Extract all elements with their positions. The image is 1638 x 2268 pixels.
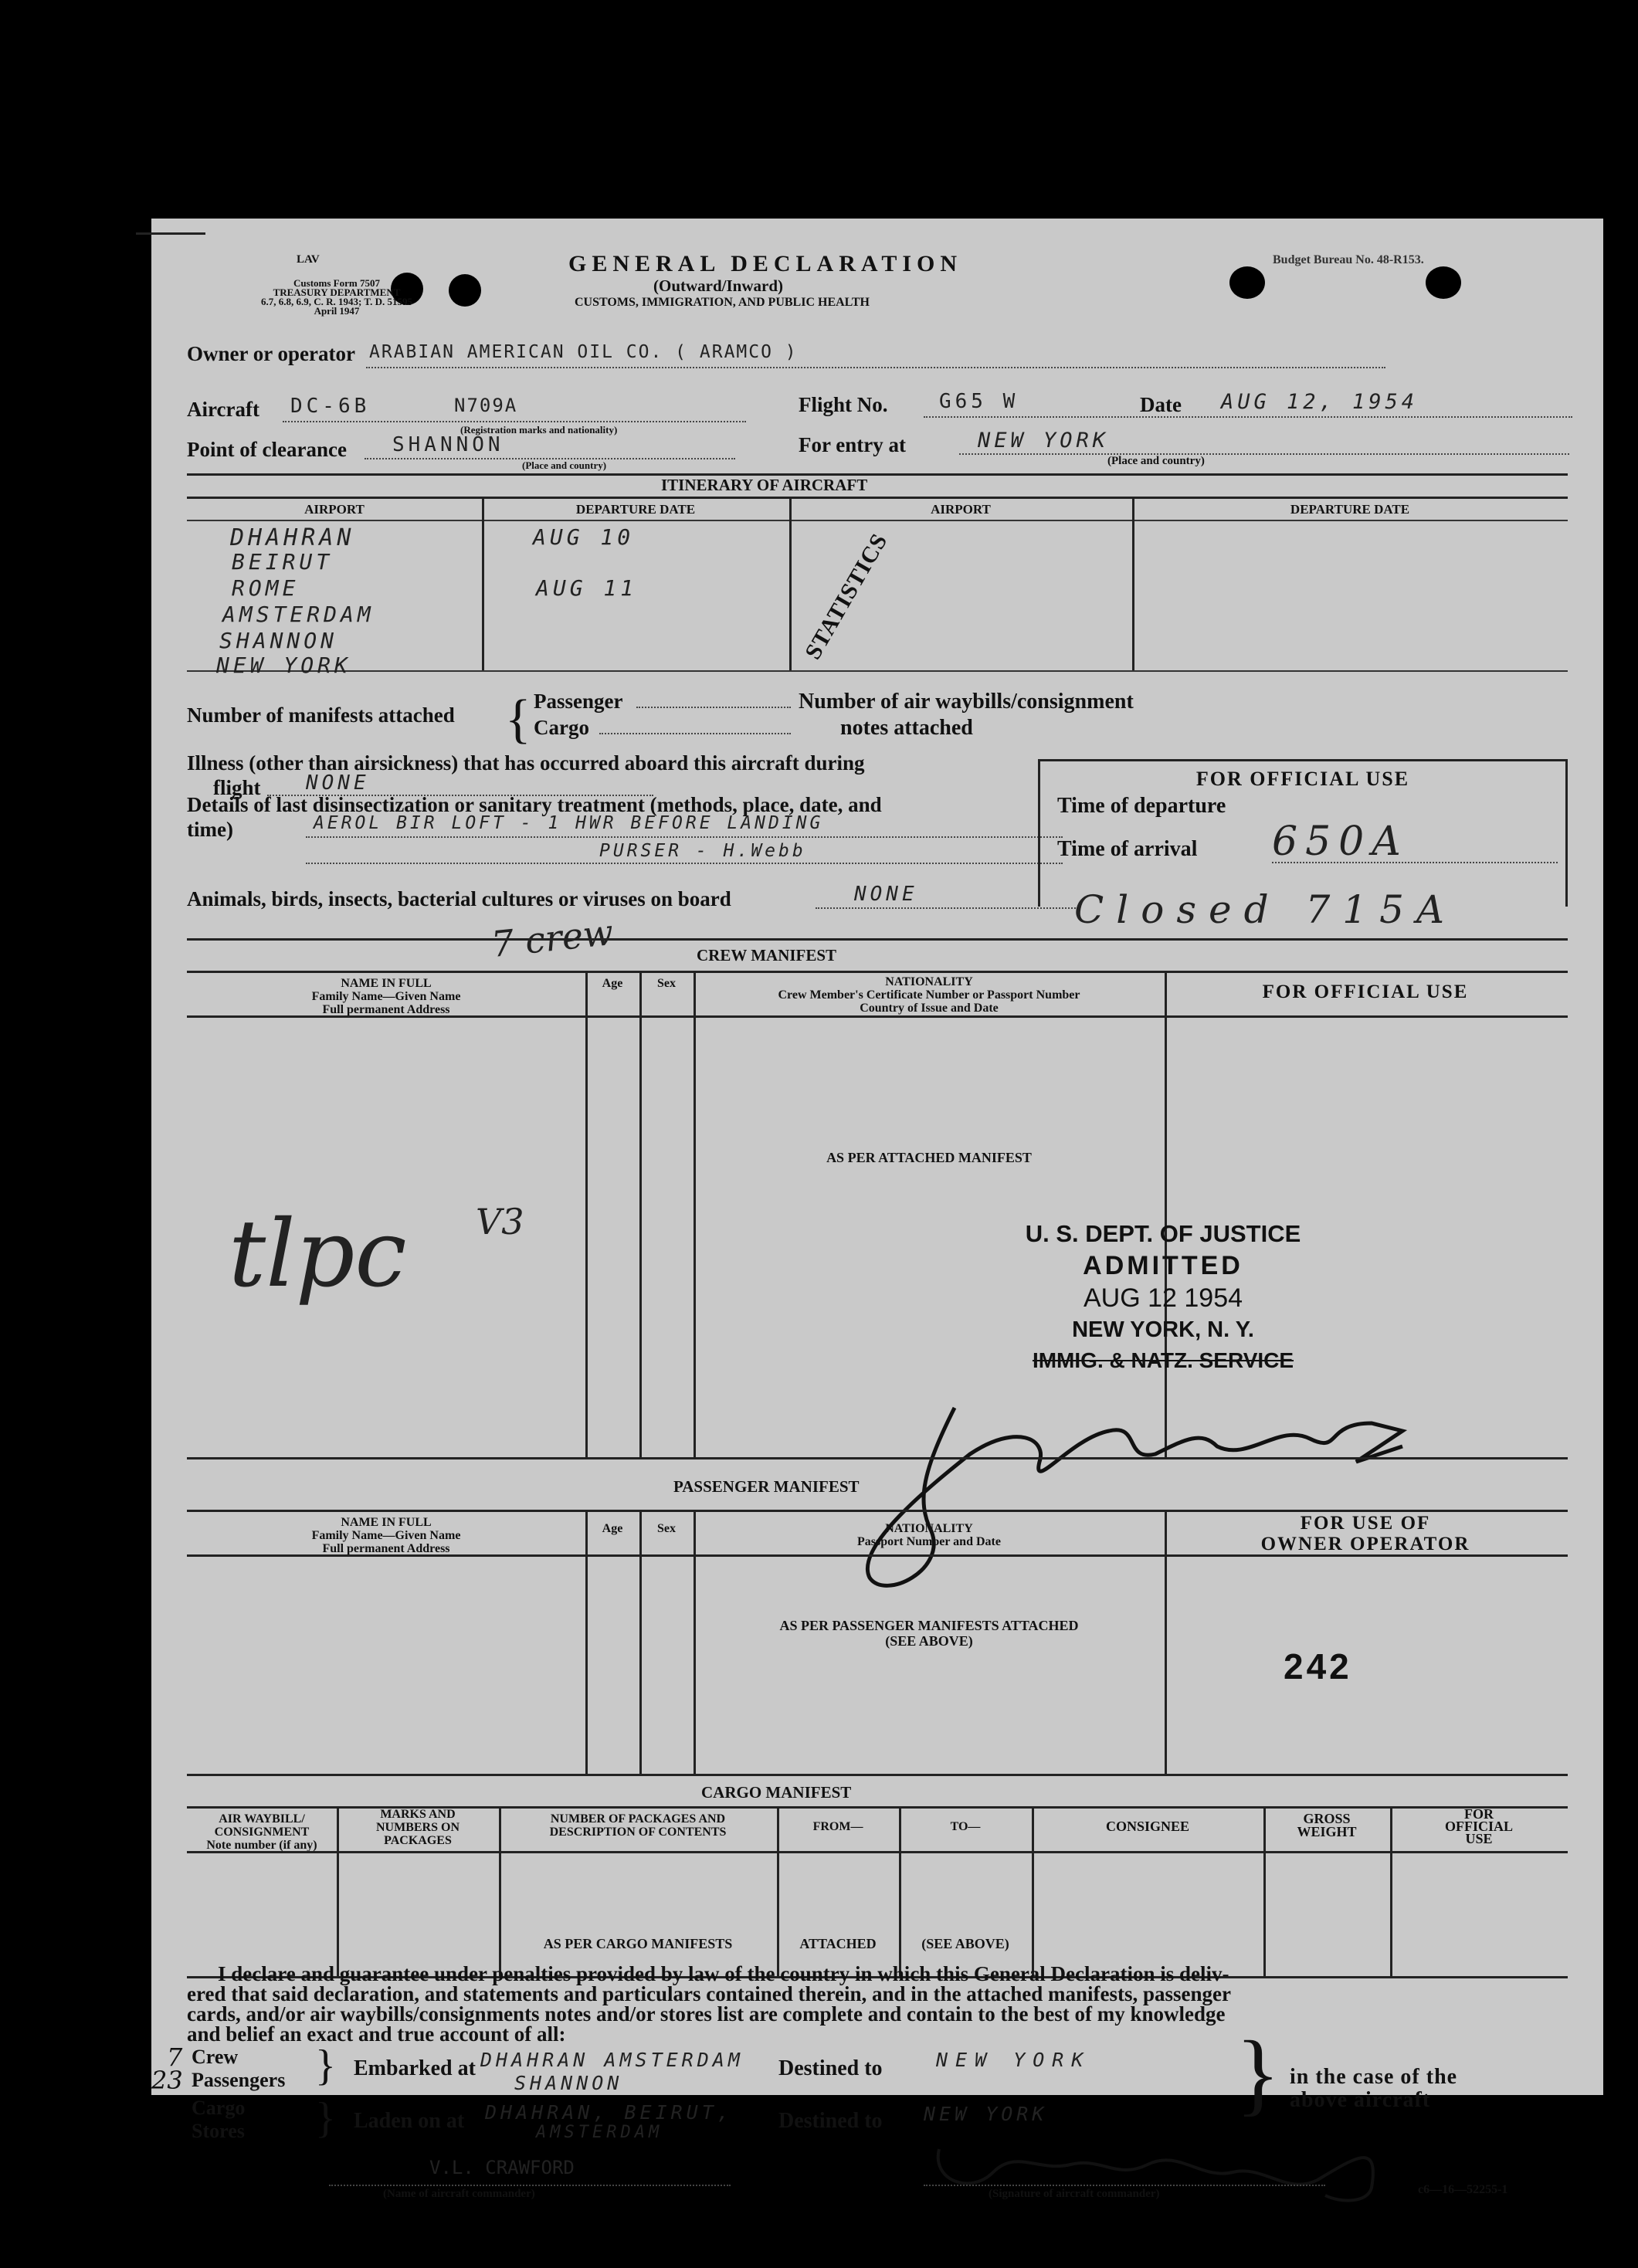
manifests-waybills: Number of air waybills/consignment — [799, 690, 1134, 714]
crew-header-official: FOR OFFICIAL USE — [1262, 981, 1469, 1002]
time-arrival-label: Time of arrival — [1057, 837, 1198, 861]
crew-initials: tlpc — [229, 1201, 407, 1308]
crew-header-sex: Sex — [657, 977, 676, 990]
destined-label: Destined to — [778, 2056, 883, 2080]
owner-label: Owner or operator — [187, 342, 355, 365]
stores-label: Stores — [192, 2120, 245, 2142]
passenger-manifest-title: PASSENGER MANIFEST — [673, 1477, 860, 1496]
passenger-count: 242 — [1284, 1646, 1352, 1687]
cargo-header-waybill: AIR WAYBILL/ CONSIGNMENT Note number (if any) — [206, 1812, 317, 1852]
entry-label: For entry at — [799, 433, 906, 456]
crew-initials-2: V3 — [476, 1201, 524, 1242]
crew-count: 7 — [167, 2043, 183, 2072]
itin-airport-1: DHAHRAN — [230, 524, 355, 551]
code-lav: LAV — [297, 253, 320, 266]
laden-value-2: AMSTERDAM — [536, 2123, 663, 2142]
embarked-label: Embarked at — [354, 2056, 476, 2080]
manifests-label: Number of manifests attached — [187, 703, 455, 727]
itin-header-date-2: DEPARTURE DATE — [1290, 502, 1410, 517]
disinsect-label: Details of last disinsectization or sanitary treatment (methods, place, date, and — [187, 793, 882, 816]
declaration-page: LAV Customs Form 7507 TREASURY DEPARTMENT 6.7, 6.8, 6.9, C. R. 1943; T. D. 51595 April 1947 GENERAL DECLARATION (Outward/Inward) CUSTOMS, IMMIGRATION, AND PUBLIC HEALTH Budget Bureau No. 48-R153. Owner or operator ARABIAN AMERICAN OIL CO. ( ARAMCO ) Aircraft DC-6B N709A (Registration marks and nationality) Flight No. G65 W Date AUG 12, 1954 Point of clearance SHANNON (Place and country) For entry at NEW YORK (Place and country) ITINERARY OF AIRCRAFT AIRPORT DEPARTURE DATE AIRPORT DEPARTURE DATE DHAHRAN AUG 10 BEIRUT ROME AUG 11 AMSTERDAM SHANNON NEW YORK STATISTICS Number of manifests attached { Passenger Cargo Number of air waybills/consignment notes attached Illness (other than airsickness) that has occurred aboard this aircraft during flight NONE Details of last disinsectization or sanitary treatment (methods, place, date, and time) AEROL BIR LOFT - 1 HWR BEFORE LANDING PURSER - H.Webb Animals, birds, insects, bacterial cultures or viruses on board NONE FOR OFFICIAL USE Time of departure Time of arrival 650A Closed 715A 7 crew CREW MANIFEST NAME IN FULL Family Name—Given Name Full permanent Address Age Sex NATIONALITY Crew Member's Certificate Number or Passport Number Country of Issue and Date FOR OFFICIAL USE AS PER ATTACHED MANIFEST tlpc V3 U. S. DEPT. OF JUSTICE ADMITTED AUG 12 1954 NEW YORK, N. Y. IMMIG. & NATZ. SERVICE PASSENGER MANIFEST NAME IN FULL Family Name—Given Name Full permanent Address Age Sex NATIONALITY Passport Number and Date FOR USE OF OWNER OPERATOR AS PER PASSENGER MANIFESTS ATTACHED (SEE ABOVE) 242 CARGO MANIFEST AIR WAYBILL/ CONSIGNMENT Note number (if any) MARKS AND NUMBERS ON PACKAGES NUMBER OF PACKAGES AND DESCRIPTION OF CONTENTS FROM— TO— CONSIGNEE GROSS WEIGHT FOR OFFICIAL USE AS PER CARGO MANIFESTS ATTACHED (SEE ABOVE) I declare and guarantee under penalties provided by law of the country in which this General Declaration is deliv- ered that said declaration, and statements and particulars contained therein, and in the attached manifests, passenger cards, and/or air waybills/consignments notes and/or stores list are complete and contain to the best of my knowledge and belief an exact and true account of all: 7 Crew 23 Passengers Cargo Stores } } Embarked at DHAHRAN AMSTERDAM SHANNON Destined to NEW YORK Laden on at DHAHRAN, BEIRUT, AMSTERDAM Destined to NEW YORK } in the case of the above aircraft V.L. CRAWFORD (Name of aircraft commander) (Signature of aircraft commander) c6—16—52255-1 — [151, 219, 1603, 2095]
time-arrival-value: 650A — [1272, 819, 1409, 865]
itin-date-1: AUG 10 — [533, 524, 635, 550]
manifests-passenger: Passenger — [534, 690, 623, 713]
crew-label: Crew — [192, 2046, 239, 2068]
animals-value: NONE — [854, 883, 918, 906]
form-code: c6—16—52255-1 — [1418, 2183, 1508, 2196]
declaration-text: I declare and guarantee under penalties provided by law of the country in which this General Declaration is deliv- ered that said declaration, and statements and particulars contained therein, and in the attached manifests, passenger cards, and/or air waybills/consignments notes and/or stores list are complete and contain to the best of my knowledge and belief an exact and true account of all: — [187, 1962, 1232, 2046]
itin-header-airport-2: AIRPORT — [931, 502, 991, 517]
cargo-header-official: FOR OFFICIAL USE — [1444, 1806, 1513, 1846]
aircraft-type: DC-6B — [290, 395, 371, 418]
flight-label: Flight No. — [799, 393, 888, 416]
itinerary-title: ITINERARY OF AIRCRAFT — [661, 476, 868, 494]
entry-value: NEW YORK — [978, 429, 1110, 453]
embarked-value-1: DHAHRAN AMSTERDAM — [480, 2049, 744, 2071]
inspector-signature — [816, 1377, 1433, 1609]
closed-time-value: Closed 715A — [1074, 887, 1457, 932]
destined-value-2: NEW YORK — [924, 2103, 1048, 2125]
in-case-text: in the case of the above aircraft — [1290, 2065, 1458, 2112]
destined-value: NEW YORK — [936, 2049, 1091, 2071]
crew-header-name: NAME IN FULL Family Name—Given Name Full permanent Address — [311, 977, 461, 1016]
passengers-label: Passengers — [192, 2069, 286, 2091]
passenger-header-sex: Sex — [657, 1522, 676, 1535]
itin-date-3: AUG 11 — [536, 575, 638, 601]
commander-caption: (Name of aircraft commander) — [383, 2188, 535, 2200]
form-subtitle-2: CUSTOMS, IMMIGRATION, AND PUBLIC HEALTH — [575, 296, 870, 309]
clearance-label: Point of clearance — [187, 438, 347, 461]
date-label: Date — [1140, 393, 1182, 416]
cargo-header-packages: NUMBER OF PACKAGES AND DESCRIPTION OF CONTENTS — [549, 1812, 727, 1839]
admitted-stamp: U. S. DEPT. OF JUSTICE ADMITTED AUG 12 1954 NEW YORK, N. Y. IMMIG. & NATZ. SERVICE — [1025, 1220, 1301, 1372]
destined-label-2: Destined to — [778, 2109, 883, 2133]
registration-caption: (Registration marks and nationality) — [460, 424, 618, 436]
commander-name: V.L. CRAWFORD — [429, 2157, 575, 2178]
official-use-box — [1038, 759, 1568, 907]
form-title: GENERAL DECLARATION — [568, 251, 963, 276]
clearance-caption: (Place and country) — [522, 459, 607, 471]
cargo-attached: ATTACHED — [799, 1936, 877, 1951]
illness-label: Illness (other than airsickness) that has occurred aboard this aircraft during — [187, 751, 865, 775]
flight-illness-label: flight — [213, 776, 261, 799]
passenger-per-attached: AS PER PASSENGER MANIFESTS ATTACHED (SEE ABOVE) — [779, 1618, 1079, 1649]
punch-hole — [1426, 266, 1461, 299]
itin-airport-2: BEIRUT — [232, 549, 334, 575]
itin-airport-4: AMSTERDAM — [222, 602, 375, 627]
laden-label: Laden on at — [354, 2109, 465, 2133]
official-box-title: FOR OFFICIAL USE — [1195, 768, 1410, 790]
passenger-header-nationality: NATIONALITY Passport Number and Date — [857, 1522, 1001, 1548]
owner-value: ARABIAN AMERICAN OIL CO. ( ARAMCO ) — [369, 342, 798, 362]
punch-hole — [449, 274, 481, 307]
crew-header-age: Age — [602, 977, 623, 990]
entry-caption: (Place and country) — [1107, 455, 1205, 467]
form-reference: Customs Form 7507 TREASURY DEPARTMENT 6.7, 6.8, 6.9, C. R. 1943; T. D. 51595 April 1947 — [261, 277, 412, 317]
flight-value: G65 W — [939, 390, 1019, 413]
crew-count-annotation: 7 crew — [489, 910, 616, 966]
date-value: AUG 12, 1954 — [1221, 390, 1419, 414]
punch-hole — [1229, 266, 1265, 299]
itin-header-airport-1: AIRPORT — [304, 502, 365, 517]
budget-number: Budget Bureau No. 48-R153. — [1273, 253, 1424, 266]
laden-value-1: DHAHRAN, BEIRUT, — [485, 2101, 733, 2124]
passenger-header-name: NAME IN FULL Family Name—Given Name Full permanent Address — [311, 1516, 461, 1555]
clearance-value: SHANNON — [392, 433, 504, 456]
aircraft-label: Aircraft — [187, 398, 259, 421]
crew-manifest-title: CREW MANIFEST — [697, 946, 837, 964]
cargo-label: Cargo — [192, 2097, 246, 2119]
cargo-see-above: (SEE ABOVE) — [921, 1936, 1009, 1951]
itin-airport-3: ROME — [232, 575, 300, 601]
manifests-notes: notes attached — [840, 716, 973, 740]
time-departure-label: Time of departure — [1057, 794, 1226, 818]
statistics-stamp: STATISTICS — [800, 529, 893, 664]
illness-value: NONE — [306, 771, 370, 795]
crew-per-attached: AS PER ATTACHED MANIFEST — [826, 1150, 1032, 1165]
manifests-cargo: Cargo — [534, 716, 589, 739]
aircraft-registration: N709A — [454, 395, 518, 416]
cargo-header-weight: GROSS WEIGHT — [1297, 1811, 1357, 1839]
itin-header-date-1: DEPARTURE DATE — [575, 502, 696, 517]
cargo-header-to: TO— — [950, 1820, 981, 1833]
cargo-manifest-title: CARGO MANIFEST — [701, 1783, 852, 1802]
cargo-per-manifests: AS PER CARGO MANIFESTS — [543, 1936, 733, 1951]
form-subtitle: (Outward/Inward) — [653, 276, 784, 295]
itin-airport-6: NEW YORK — [216, 653, 351, 678]
signature-caption: (Signature of aircraft commander) — [989, 2188, 1160, 2200]
passenger-header-age: Age — [602, 1522, 623, 1535]
cargo-header-marks: MARKS AND NUMBERS ON PACKAGES — [375, 1808, 460, 1847]
cargo-header-from: FROM— — [812, 1820, 863, 1833]
cargo-header-consignee: CONSIGNEE — [1105, 1819, 1190, 1834]
embarked-value-2: SHANNON — [514, 2072, 623, 2094]
disinsect-value-2: PURSER - H.Webb — [599, 841, 806, 861]
disinsect-value-1: AEROL BIR LOFT - 1 HWR BEFORE LANDING — [314, 813, 824, 833]
animals-label: Animals, birds, insects, bacterial cultures or viruses on board — [187, 887, 731, 910]
time-label: time) — [187, 818, 233, 841]
crew-header-nationality: NATIONALITY Crew Member's Certificate Number or Passport Number Country of Issue and Date — [778, 975, 1080, 1015]
passenger-count-declared: 23 — [151, 2066, 183, 2095]
itin-airport-5: SHANNON — [219, 628, 338, 653]
passenger-header-owner: FOR USE OF OWNER OPERATOR — [1260, 1513, 1470, 1554]
